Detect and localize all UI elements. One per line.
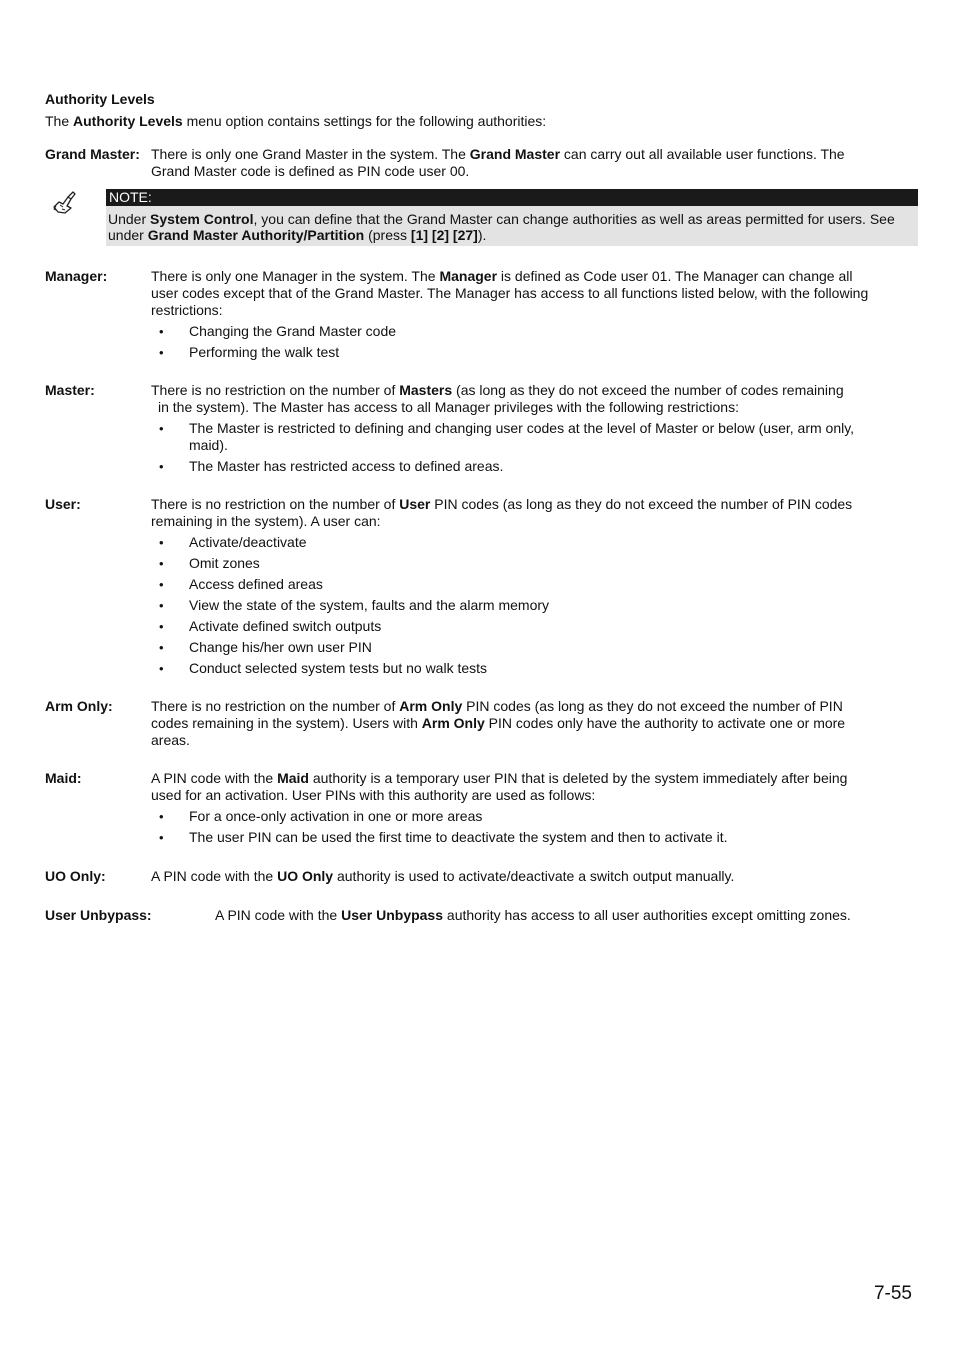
definition-maid: A PIN code with the Maid authority is a temporary user PIN that is deleted by the system immediately after being used for an activation. User PINs with this authority are used as follows: • For a once-only activation in one or more areas • The user PIN can be used the first time to deactivate the system and then to activate it. [151,770,879,850]
definition-user-unbypass: A PIN code with the User Unbypass authority has access to all user authorities except omitting zones. [215,907,851,923]
section-title: Authority Levels [45,91,155,107]
manager-restriction-list [151,323,879,361]
term-uo-only: UO Only: [45,868,106,884]
note-header: NOTE: [106,189,918,206]
term-master: Master: [45,382,95,398]
list-item: • View the state of the system, faults and the alarm memory [159,597,550,613]
term-grand-master: Grand Master: [45,146,140,162]
term-user-unbypass: User Unbypass: [45,907,152,923]
term-user: User: [45,496,81,512]
list-item: • The Master is restricted to defining and changing user codes at the level of Master or below (user, arm only, maid). [159,420,855,453]
definition-manager: There is only one Manager in the system. The Manager is defined as Code user 01. The Manager can change all user codes except that of the Grand Master. The Manager has access to all functions listed below, with the following restrictions: • Changing the Grand Master code • Performing the walk test [151,268,879,365]
definition-user: There is no restriction on the number of User PIN codes (as long as they do not exceed the number of PIN codes remaining in the system). A user can: • Activate/deactivate • Omit zones • Access defined areas • View the state of the system, faults and the alarm memory • Activate defined switch outputs • Change his/her own user PIN • Conduct selected system tests but no walk tests [151,496,879,681]
list-item: • Performing the walk test [159,344,340,360]
list-item: • Activate defined switch outputs [159,618,382,634]
list-item: • For a once-only activation in one or more areas [159,808,483,824]
maid-usage-list [151,808,879,846]
definition-grand-master: There is only one Grand Master in the system. The Grand Master can carry out all available user functions. The Grand Master code is defined as PIN code user 00. [151,146,845,179]
list-item: • Change his/her own user PIN [159,639,372,655]
definition-uo-only: A PIN code with the UO Only authority is used to activate/deactivate a switch output manually. [151,868,735,884]
note-body: Under System Control, you can define that the Grand Master can change authorities as well as areas permitted for users. See under Grand Master Authority/Partition (press [1] [2] [27]). [106,206,918,246]
list-item: • The Master has restricted access to defined areas. [159,458,504,474]
list-item: • Conduct selected system tests but no walk tests [159,660,488,676]
definition-arm-only: There is no restriction on the number of Arm Only PIN codes (as long as they do not exceed the number of PIN codes remaining in the system). Users with Arm Only PIN codes only have the authority to activate one or more areas. [151,698,846,748]
term-maid: Maid: [45,770,82,786]
master-restriction-list [151,420,879,475]
definition-master: There is no restriction on the number of Masters (as long as they do not exceed the number of codes remaining in the system). The Master has access to all Manager privileges with the following restrictions: • The Master is restricted to defining and changing user codes at the level of Master or below (user, arm only, maid). • The Master has restricted access to defined areas. [151,382,879,479]
list-item: • The user PIN can be used the first time to deactivate the system and then to activate it. [159,829,728,845]
list-item: • Omit zones [159,555,260,571]
list-item: • Activate/deactivate [159,534,307,550]
list-item: • Access defined areas [159,576,323,592]
page-number: 7-55 [873,1283,912,1304]
intro-paragraph: The Authority Levels menu option contains settings for the following authorities: [45,113,547,129]
term-arm-only: Arm Only: [45,698,113,714]
hand-writing-icon [50,189,78,217]
list-item: • Changing the Grand Master code [159,323,397,339]
user-ability-list [151,534,879,677]
term-manager: Manager: [45,268,108,284]
